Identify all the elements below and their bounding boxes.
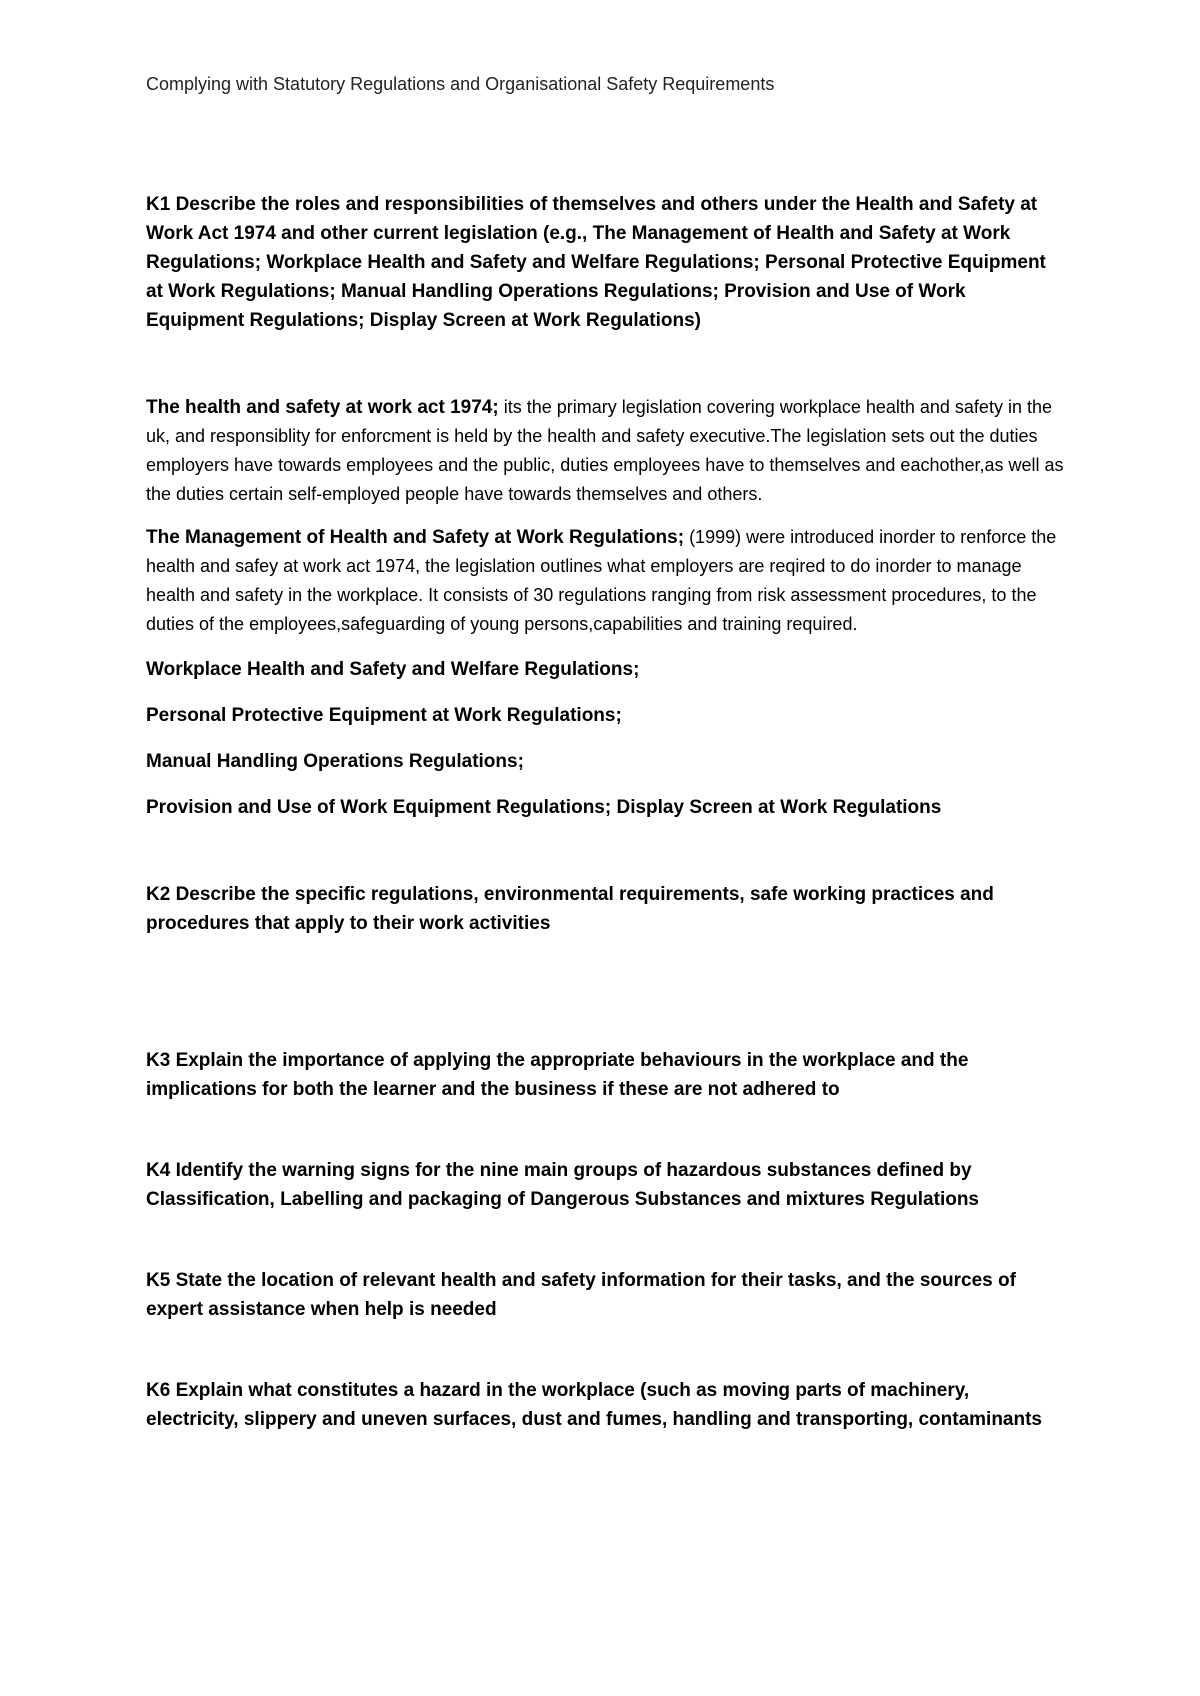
k2-heading: K2 Describe the specific regulations, environmental requirements, safe working practices and procedures that apply to their work activities <box>146 884 994 934</box>
mhswr-text: (1999) were introduced inorder to renforce the health and safey at work act 1974, the legislation outlines what employers are reqired to do inorder to manage health and safety in the workplace. It consists of 30 regulations ranging from risk assessment procedures, to the duties of the employees,safeguarding of young persons,capabilities and training required. <box>146 527 1057 634</box>
document-body <box>146 190 1066 1434</box>
k3-heading: K3 Explain the importance of applying the appropriate behaviours in the workplace and the implications for both the learner and the business if these are not adhered to <box>146 1050 969 1100</box>
reg-puwer-dse: Provision and Use of Work Equipment Regulations; Display Screen at Work Regulations <box>146 797 942 818</box>
mhswr-label: The Management of Health and Safety at Work Regulations; <box>146 527 685 548</box>
k1-heading: K1 Describe the roles and responsibilities of themselves and others under the Health and Safety at Work Act 1974 and other current legislation (e.g., The Management of Health and Safety at Work Regulations; Workplace Health and Safety and Welfare Regulations; Personal Protective Equipment at Work Regulations; Manual Handling Operations Regulations; Provision and Use of Work Equipment Regulations; Display Screen at Work Regulations) <box>146 194 1046 331</box>
reg-workplace: Workplace Health and Safety and Welfare Regulations; <box>146 659 640 680</box>
reg-ppe: Personal Protective Equipment at Work Regulations; <box>146 705 622 726</box>
page-header: Complying with Statutory Regulations and Organisational Safety Requirements <box>146 74 775 94</box>
hswa-text: its the primary legislation covering workplace health and safety in the uk, and responsiblity for enforcment is held by the health and safety executive.The legislation sets out the duties employers have towards employees and the public, duties employees have to themselves and eachother,as well as the duties certain self-employed people have towards themselves and others. <box>146 397 1064 504</box>
hswa-paragraph <box>146 393 1066 509</box>
k6-heading: K6 Explain what constitutes a hazard in the workplace (such as moving parts of machinery, electricity, slippery and uneven surfaces, dust and fumes, handling and transporting, contaminants <box>146 1380 1042 1430</box>
hswa-label: The health and safety at work act 1974; <box>146 397 499 418</box>
k5-heading: K5 State the location of relevant health and safety information for their tasks, and the sources of expert assistance when help is needed <box>146 1270 1016 1320</box>
k4-heading: K4 Identify the warning signs for the nine main groups of hazardous substances defined by Classification, Labelling and packaging of Dangerous Substances and mixtures Regulations <box>146 1160 980 1210</box>
reg-manual-handling: Manual Handling Operations Regulations; <box>146 751 524 772</box>
mhswr-paragraph <box>146 523 1066 639</box>
